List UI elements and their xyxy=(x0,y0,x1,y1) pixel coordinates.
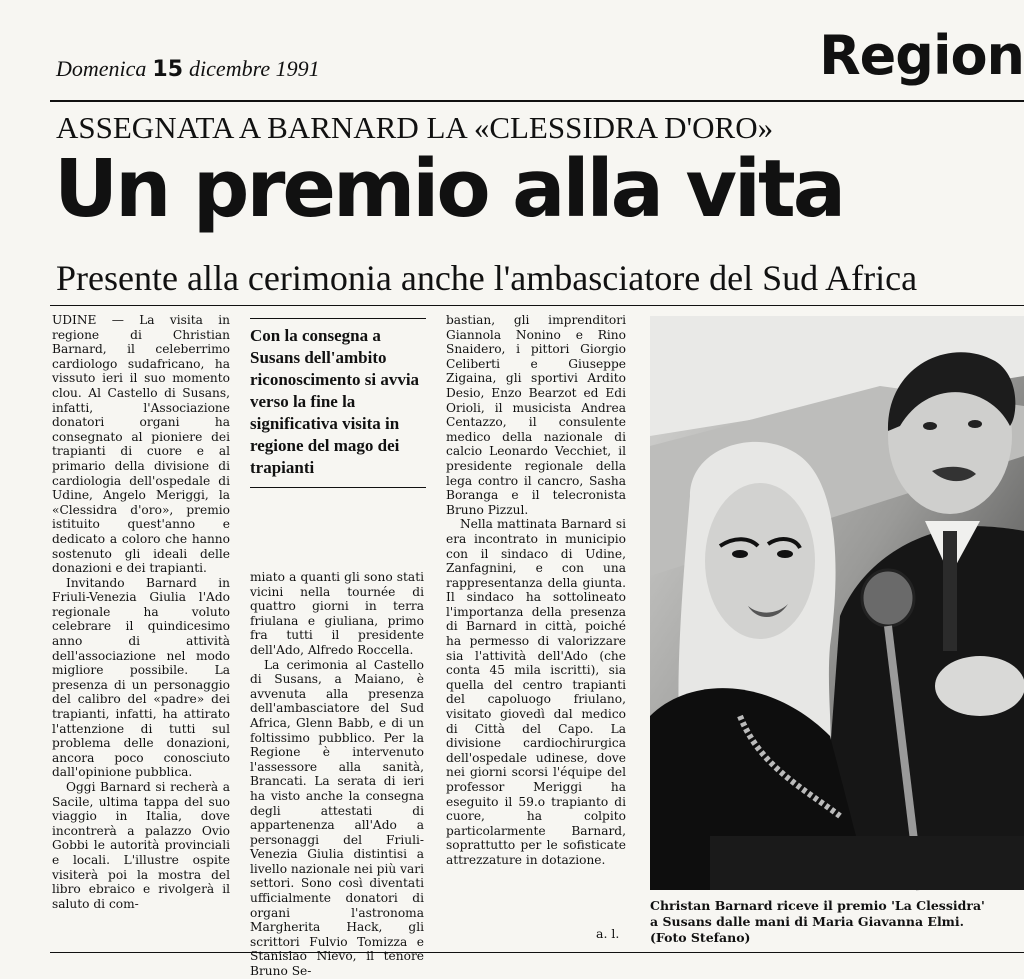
article-subhead: Presente alla cerimonia anche l'ambasciatore del Sud Africa xyxy=(56,258,918,298)
photo-credit: (Foto Stefano) xyxy=(650,930,751,945)
paragraph: miato a quanti gli sono stati vicini nella tournée di quattro giorni in terra friulana e giuliana, primo fra tutti il presidente dell'Ado, Alfredo Roccella. xyxy=(250,570,424,657)
date-weekday: Domenica xyxy=(56,56,147,81)
caption-line: a Susans dalle mani di Maria Giavanna Elmi. xyxy=(650,914,965,929)
date-month-year: dicembre 1991 xyxy=(189,56,320,81)
article-column-1 xyxy=(52,313,230,943)
news-photo xyxy=(650,316,1024,890)
caption-line: Christan Barnard riceve il premio 'La Clessidra' xyxy=(650,898,985,913)
photo-caption xyxy=(650,898,1022,946)
paragraph: Invitando Barnard in Friuli-Venezia Giulia l'Ado regionale ha voluto celebrare il quindicesimo anno di attività dell'associazione nel modo migliore possibile. La presenza di un personaggio del calibro del «padre» dei trapianti, infatti, ha attirato l'attenzione di tutti sul problema delle donazioni, ancora poco conosciuto dall'opinione pubblica. xyxy=(52,575,230,780)
article-kicker: ASSEGNATA A BARNARD LA «CLESSIDRA D'ORO» xyxy=(56,110,774,145)
dateline xyxy=(56,56,320,82)
subhead-rule xyxy=(50,305,1024,306)
footer-rule xyxy=(50,952,1024,953)
pull-quote: Con la consegna a Susans dell'ambito riconoscimento si avvia verso la fine la significativa visita in regione del mago dei trapianti xyxy=(250,318,426,488)
article-column-3 xyxy=(446,313,626,945)
photo-illustration xyxy=(650,316,1024,890)
paragraph: bastian, gli imprenditori Giannola Nonino e Rino Snaidero, i pittori Giorgio Celiberti e Giuseppe Zigaina, gli sportivi Ardito Desio, Enzo Bearzot ed Edi Orioli, il musicista Andrea Centazzo, il consulente medico della nazionale di calcio Leonardo Vecchiet, il presidente regionale della lega contro il cancro, Sasha Boranga e il telecronista Bruno Pizzul. xyxy=(446,313,626,517)
date-day: 15 xyxy=(152,57,184,82)
header-rule xyxy=(50,100,1024,102)
paragraph: La cerimonia al Castello di Susans, a Maiano, è avvenuta alla presenza dell'ambasciatore del Sud Africa, Glenn Babb, e di un foltissimo pubblico. Per la Regione è intervenuto l'assessore alla sanità, Brancati. La serata di ieri ha visto anche la consegna degli attestati di appartenenza all'Ado a personaggi del Friuli-Venezia Giulia distintisi a livello nazionale nei più vari settori. Sono così diventati ufficialmente donatori di organi l'astronoma Margherita Hack, gli scrittori Fulvio Tomizza e Stanislao Nievo, il tenore Bruno Se- xyxy=(250,657,424,979)
paragraph: Oggi Barnard si recherà a Sacile, ultima tappa del suo viaggio in Italia, dove incontrerà a palazzo Ovio Gobbi le autorità provinciali e locali. L'illustre ospite visiterà poi la mostra del libro ebraico e rivolgerà il saluto di com- xyxy=(52,780,230,911)
article-column-2 xyxy=(250,570,424,979)
section-title: Region xyxy=(819,24,1024,87)
author-signature: a. l. xyxy=(596,926,620,941)
paragraph: UDINE — La visita in regione di Christian Barnard, il celeberrimo cardiologo sudafricano, ha vissuto ieri il suo momento clou. Al Castello di Susans, infatti, l'Associazione donatori organi ha consegnato al pioniere dei trapianti di cuore e al primario della divisione di cardiologia dell'ospedale di Udine, Angelo Meriggi, la «Clessidra d'oro», premio istituito quest'anno e dedicato a coloro che hanno sostenuto gli ideali delle donazioni e dei trapianti. xyxy=(52,313,230,576)
paragraph: Nella mattinata Barnard si era incontrato in municipio con il sindaco di Udine, Zanfagnini, e con una rappresentanza della giunta. Il sindaco ha sottolineato l'importanza della presenza di Barnard in città, poiché ha permesso di valorizzare sia l'attività dell'Ado (che conta 45 mila iscritti), sia quella del centro trapianti del capoluogo friulano, visitato giovedì dal medico di Città del Capo. La divisione cardiochirurgica dell'ospedale udinese, dove nei giorni scorsi l'équipe del professor Meriggi ha eseguito il 59.o trapianto di cuore, ha colpito particolarmente Barnard, soprattutto per le sofisticate attrezzature in dotazione. xyxy=(446,517,626,867)
article-headline: Un premio alla vita xyxy=(54,143,844,235)
